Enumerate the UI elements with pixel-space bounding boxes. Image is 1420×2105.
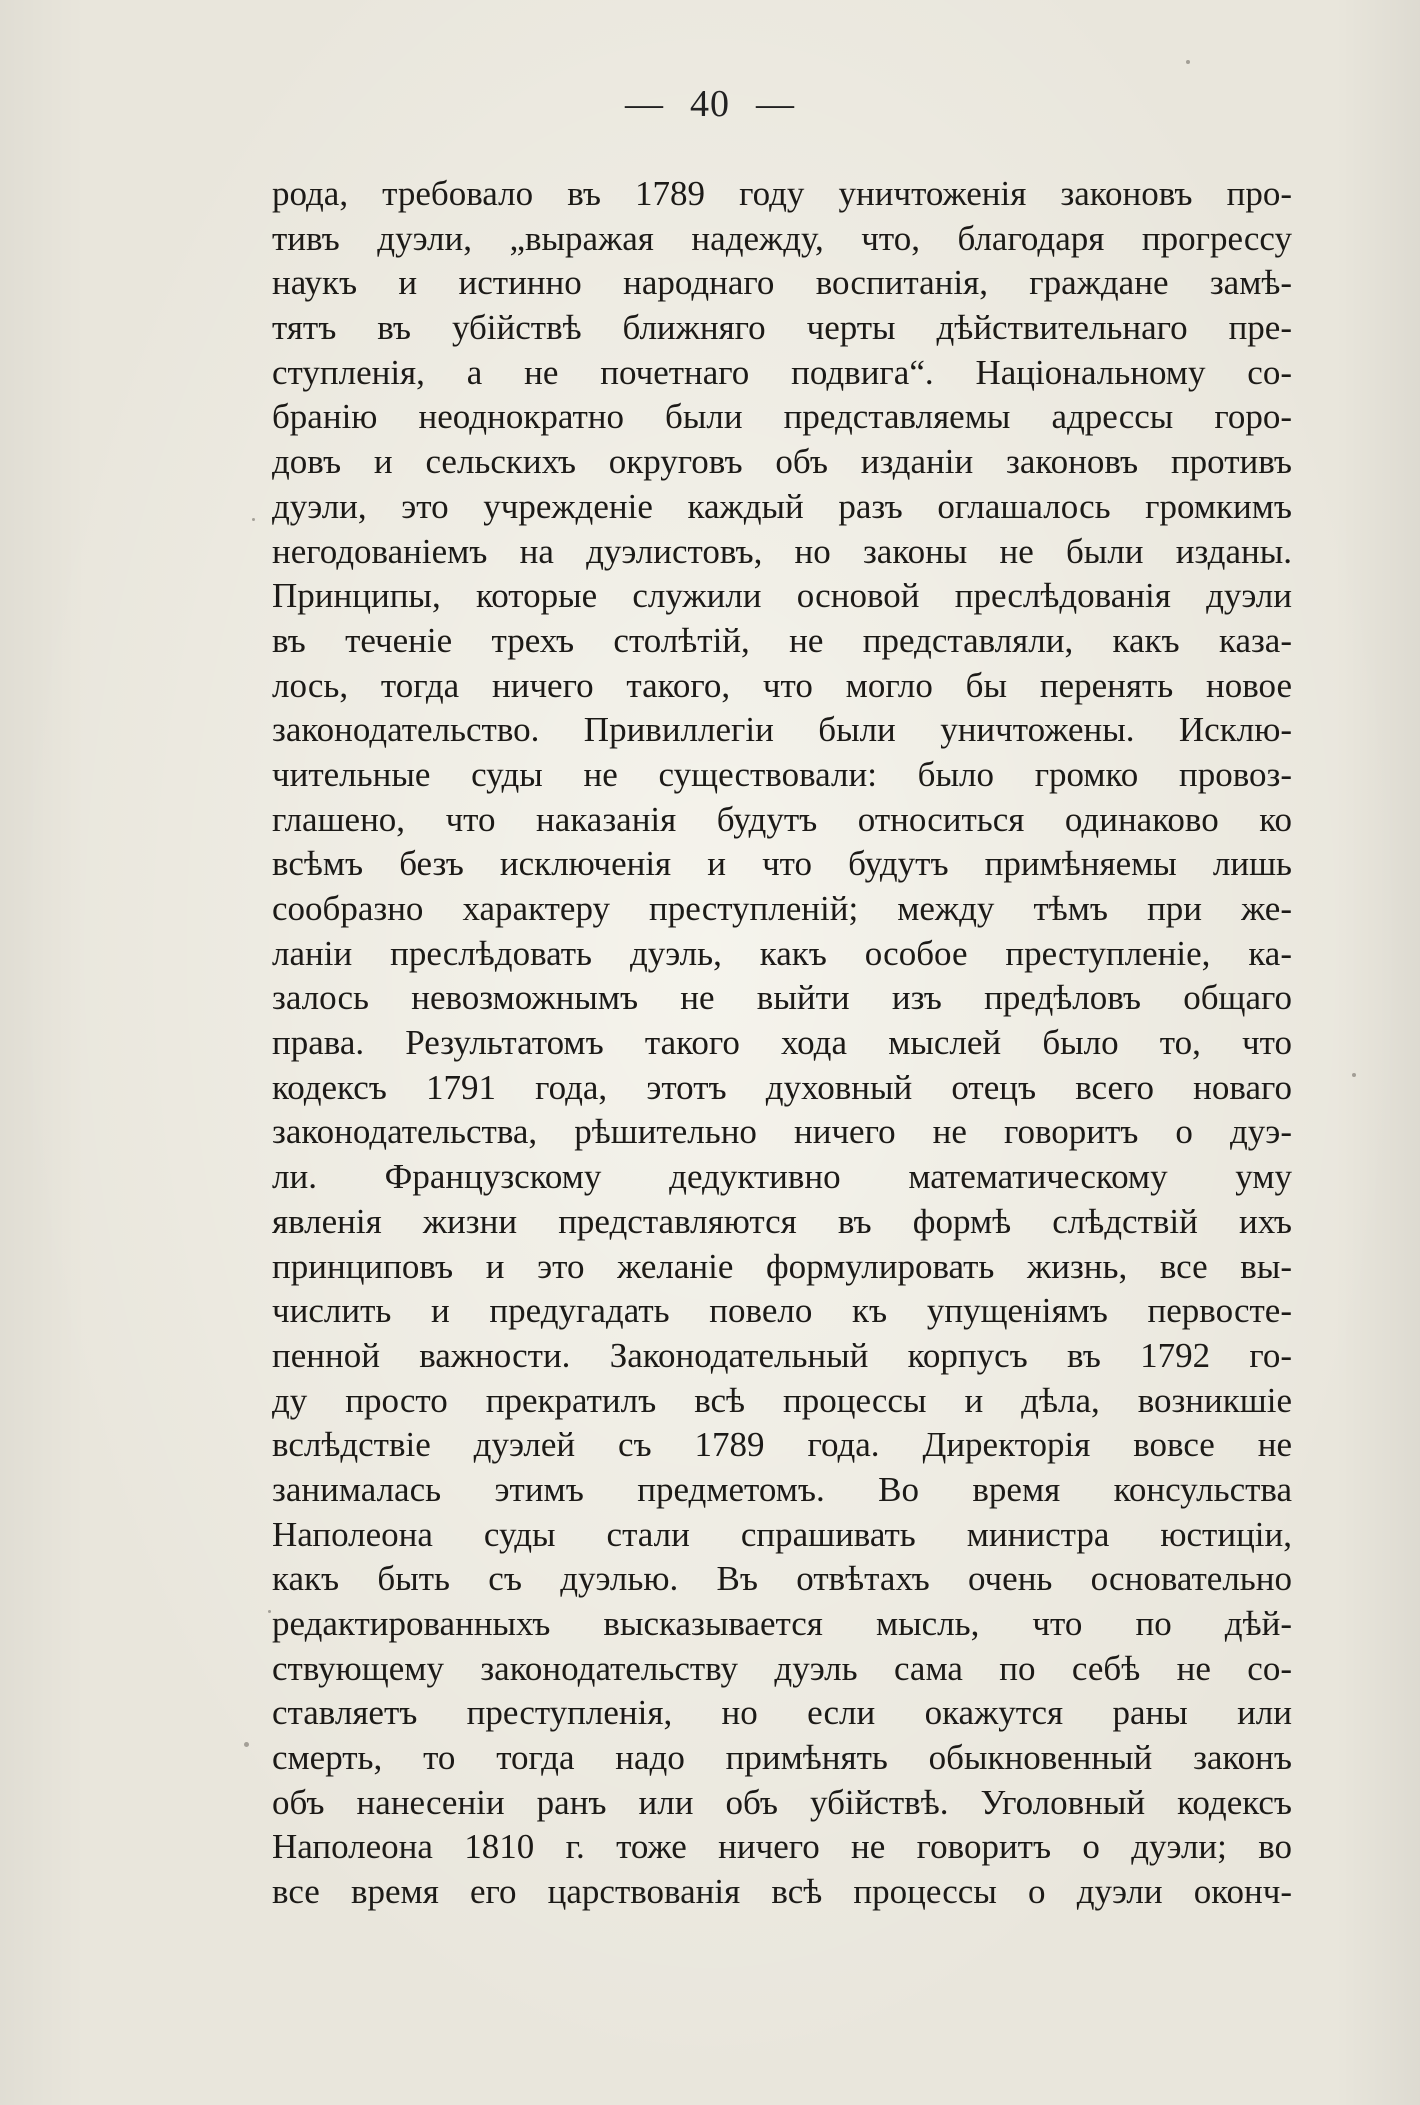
text-line: объ нанесеніи ранъ или объ убійствѣ. Уголовный кодексъ xyxy=(272,1782,1292,1822)
text-line: вслѣдствіе дуэлей съ 1789 года. Директорія вовсе не xyxy=(272,1425,1292,1465)
text-line: наукъ и истинно народнаго воспитанія, граждане замѣ- xyxy=(272,263,1292,303)
text-line: рода, требовало въ 1789 году уничтоженія законовъ про- xyxy=(272,174,1292,213)
text-line: ступленія, а не почетнаго подвига“. Національному со- xyxy=(272,352,1292,392)
text-line: ставляетъ преступленія, но если окажутся раны или xyxy=(272,1693,1292,1733)
text-line: всѣмъ безъ исключенія и что будутъ примѣняемы лишь xyxy=(272,844,1292,884)
paper-speck xyxy=(252,518,255,521)
paper-speck xyxy=(268,1610,271,1613)
text-line: законодательства, рѣшительно ничего не говоритъ о дуэ- xyxy=(272,1112,1292,1152)
body-text xyxy=(272,172,1292,1915)
text-line: Принципы, которые служили основой преслѣдованія дуэли xyxy=(272,576,1292,616)
text-line: все время его царствованія всѣ процессы о дуэли оконч- xyxy=(272,1872,1292,1912)
text-line: пенной важности. Законодательный корпусъ въ 1792 го- xyxy=(272,1335,1292,1375)
page-header xyxy=(0,82,1420,126)
header-dash-right: — xyxy=(756,83,795,125)
text-line: смерть, то тогда надо примѣнять обыкновенный законъ xyxy=(272,1738,1292,1778)
text-line: Наполеона 1810 г. тоже ничего не говоритъ о дуэли; во xyxy=(272,1827,1292,1867)
header-dash-left: — xyxy=(625,83,664,125)
text-line: бранію неоднократно были представляемы адрессы горо- xyxy=(272,397,1292,437)
text-line: дуэли, это учрежденіе каждый разъ оглашалось громкимъ xyxy=(272,486,1292,526)
text-line: законодательство. Привиллегіи были уничтожены. Исклю- xyxy=(272,710,1292,750)
text-line: тивъ дуэли, „выражая надежду, что, благодаря прогрессу xyxy=(272,218,1292,258)
text-line: чительные суды не существовали: было громко провоз- xyxy=(272,754,1292,794)
text-line: кодексъ 1791 года, этотъ духовный отецъ всего новаго xyxy=(272,1067,1292,1107)
text-line: права. Результатомъ такого хода мыслей было то, что xyxy=(272,1023,1292,1063)
paper-speck xyxy=(1352,1073,1356,1077)
text-line: лось, тогда ничего такого, что могло бы перенять новое xyxy=(272,665,1292,705)
text-line: занималась этимъ предметомъ. Во время консульства xyxy=(272,1469,1292,1509)
text-line: ду просто прекратилъ всѣ процессы и дѣла, возникшіе xyxy=(272,1380,1292,1420)
text-line: Наполеона суды стали спрашивать министра юстиціи, xyxy=(272,1514,1292,1554)
text-line: глашено, что наказанія будутъ относиться одинаково ко xyxy=(272,799,1292,839)
text-line: какъ быть съ дуэлью. Въ отвѣтахъ очень основательно xyxy=(272,1559,1292,1599)
text-line: довъ и сельскихъ округовъ объ изданіи законовъ противъ xyxy=(272,442,1292,482)
text-line: тятъ въ убійствѣ ближняго черты дѣйствительнаго пре- xyxy=(272,308,1292,348)
paper-speck xyxy=(244,1742,249,1747)
text-line: ствующему законодательству дуэль сама по себѣ не со- xyxy=(272,1648,1292,1688)
page-number: 40 xyxy=(690,83,730,125)
text-line: въ теченіе трехъ столѣтій, не представляли, какъ каза- xyxy=(272,620,1292,660)
text-line: ланіи преслѣдовать дуэль, какъ особое преступленіе, ка- xyxy=(272,933,1292,973)
text-line: явленія жизни представляются въ формѣ слѣдствій ихъ xyxy=(272,1201,1292,1241)
text-line: принциповъ и это желаніе формулировать жизнь, все вы- xyxy=(272,1246,1292,1286)
text-line: залось невозможнымъ не выйти изъ предѣловъ общаго xyxy=(272,978,1292,1018)
text-line: редактированныхъ высказывается мысль, что по дѣй- xyxy=(272,1604,1292,1643)
paper-speck xyxy=(1186,60,1190,64)
text-line: числить и предугадать повело къ упущеніямъ первосте- xyxy=(272,1291,1292,1331)
text-line: сообразно характеру преступленій; между тѣмъ при же- xyxy=(272,889,1292,928)
text-line: негодованіемъ на дуэлистовъ, но законы не были изданы. xyxy=(272,531,1292,571)
text-line: ли. Французскому дедуктивно математическому уму xyxy=(272,1157,1292,1197)
